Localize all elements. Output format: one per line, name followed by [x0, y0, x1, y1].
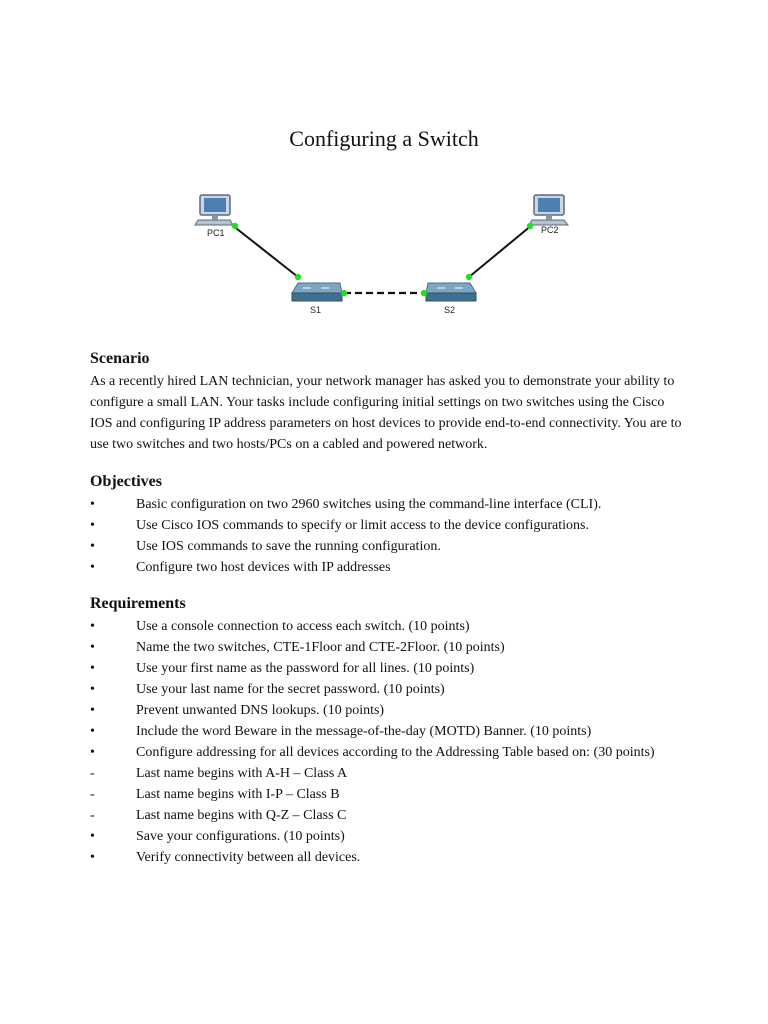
list-item: • Use your first name as the password for all lines. (10 points) — [90, 661, 475, 676]
list-item: • Save your configurations. (10 points) — [90, 829, 345, 844]
requirements-list — [90, 616, 690, 868]
switch-s2-icon — [426, 283, 476, 301]
list-item: - Last name begins with Q-Z – Class C — [90, 808, 347, 823]
document-title: Configuring a Switch — [289, 126, 479, 151]
pc1-icon — [195, 195, 233, 225]
list-item: • Prevent unwanted DNS lookups. (10 points) — [90, 703, 385, 718]
objectives-list — [90, 494, 690, 578]
list-item: - Last name begins with I-P – Class B — [90, 787, 340, 802]
pc2-label: PC2 — [541, 225, 559, 235]
link-light-pc1 — [232, 223, 238, 229]
requirements-heading: Requirements — [90, 595, 186, 612]
switch-s1-label: S1 — [310, 305, 322, 315]
list-item: • Use a console connection to access each switch. (10 points) — [90, 619, 470, 634]
list-item: • Configure two host devices with IP addresses — [90, 560, 391, 575]
scenario-heading: Scenario — [90, 350, 150, 367]
pc1-label: PC1 — [207, 228, 225, 238]
cable-s2-pc2 — [469, 225, 532, 277]
list-item: • Use Cisco IOS commands to specify or limit access to the device configurations. — [90, 518, 589, 533]
link-light-s2-b — [466, 274, 472, 280]
list-item: • Verify connectivity between all devices. — [90, 850, 361, 865]
pc2-icon — [529, 195, 568, 225]
link-light-pc2 — [527, 223, 533, 229]
list-item: • Configure addressing for all devices according to the Addressing Table based on: (30 points) — [90, 745, 655, 760]
switch-s2-label: S2 — [444, 305, 456, 315]
switch-s1-icon — [292, 283, 342, 301]
network-topology-diagram — [180, 180, 600, 330]
objectives-heading: Objectives — [90, 473, 162, 490]
link-light-s1-b — [341, 290, 347, 296]
list-item: • Basic configuration on two 2960 switches using the command-line interface (CLI). — [90, 497, 602, 512]
list-item: • Name the two switches, CTE-1Floor and CTE-2Floor. (10 points) — [90, 640, 505, 655]
link-light-s1-a — [295, 274, 301, 280]
cable-pc1-s1 — [232, 225, 298, 277]
scenario-text: As a recently hired LAN technician, your network manager has asked you to demonstrate your ability to configure a small LAN. Your tasks include configuring initial settings on two switches using the Cisco IOS and configuring IP address parameters on host devices to provide end-to-end connectivity. You are to use two switches and two hosts/PCs on a cabled and powered network. — [90, 374, 682, 452]
list-item: - Last name begins with A-H – Class A — [90, 766, 348, 781]
list-item: • Use your last name for the secret password. (10 points) — [90, 682, 445, 697]
document-body — [90, 347, 690, 868]
list-item: • Use IOS commands to save the running configuration. — [90, 539, 441, 554]
list-item: • Include the word Beware in the message-of-the-day (MOTD) Banner. (10 points) — [90, 724, 592, 739]
link-light-s2-a — [421, 290, 427, 296]
